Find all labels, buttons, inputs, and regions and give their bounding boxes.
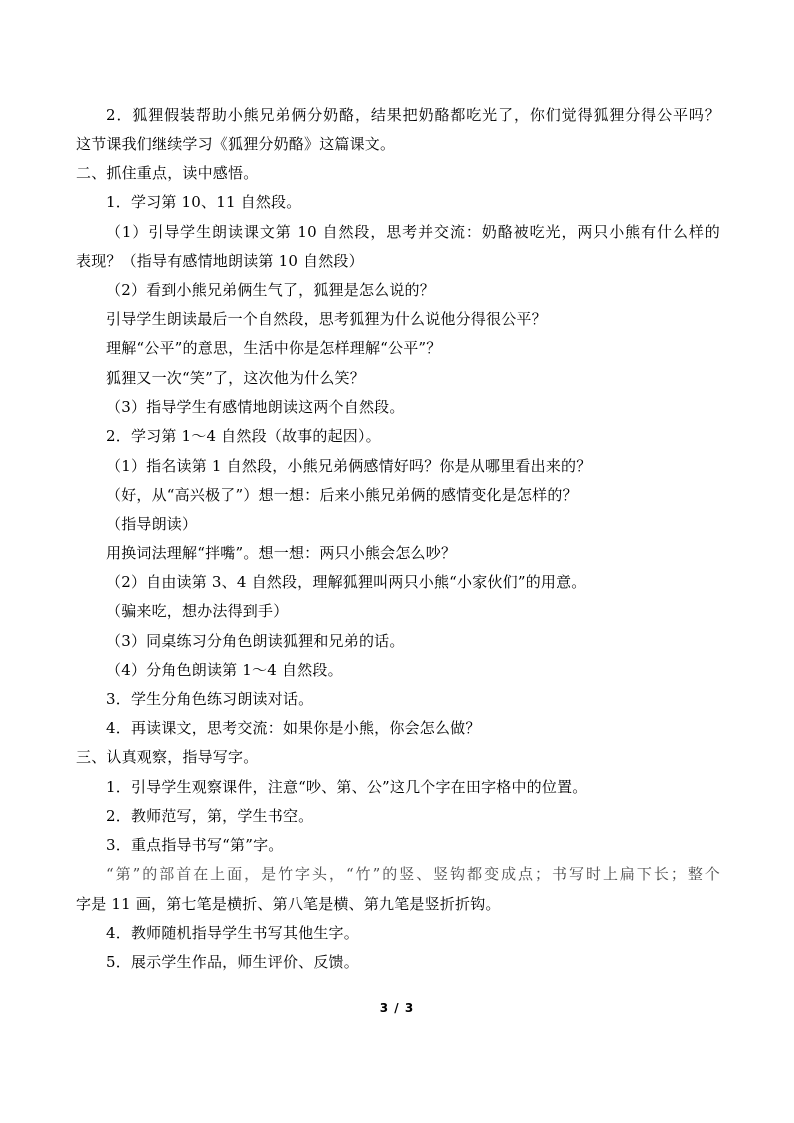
text-line: 2．教师范写，第，学生书空。: [106, 807, 314, 825]
text-line: （3）同桌练习分角色朗读狐狸和兄弟的话。: [106, 632, 405, 650]
text-line: 3．学生分角色练习朗读对话。: [106, 690, 314, 708]
text-line: 1．引导学生观察课件，注意“吵、第、公”这几个字在田字格中的位置。: [106, 778, 588, 796]
text-line: 5．展示学生作品，师生评价、反馈。: [106, 953, 359, 971]
text-line: （4）分角色朗读第 1～4 自然段。: [106, 661, 343, 679]
text-line: （3）指导学生有感情地朗读这两个自然段。: [106, 398, 405, 416]
text-line: 2．学习第 1～4 自然段（故事的起因）。: [106, 427, 381, 445]
text-line: 用换词法理解“拌嘴”。想一想：两只小熊会怎么吵？: [106, 544, 457, 562]
text-line: 狐狸又一次“笑”了，这次他为什么笑？: [106, 369, 365, 387]
section-heading: 二、抓住重点，读中感悟。: [76, 164, 259, 182]
text-line: （指导朗读）: [106, 515, 198, 533]
text-line: 1．学习第 10、11 自然段。: [106, 193, 302, 211]
text-line: 2．狐狸假装帮助小熊兄弟俩分奶酪，结果把奶酪都吃光了，你们觉得狐狸分得公平吗？: [106, 106, 720, 124]
text-line: （2）看到小熊兄弟俩生气了，狐狸是怎么说的？: [106, 281, 435, 299]
text-line: （好，从“高兴极了”）想一想：后来小熊兄弟俩的感情变化是怎样的？: [106, 486, 578, 504]
text-line: 3．重点指导书写“第”字。: [106, 836, 284, 854]
text-line: 4．教师随机指导学生书写其他生字。: [106, 924, 359, 942]
text-line: 引导学生朗读最后一个自然段，思考狐狸为什么说他分得很公平？: [106, 310, 547, 328]
text-line: （1）引导学生朗读课文第 10 自然段，思考并交流：奶酪被吃光，两只小熊有什么样的: [106, 223, 720, 241]
section-heading: 三、认真观察，指导写字。: [76, 748, 259, 766]
text-line: 字是 11 画，第七笔是横折、第八笔是横、第九笔是竖折折钩。: [76, 895, 501, 913]
text-line: （骗来吃，想办法得到手）: [106, 602, 289, 620]
page-number: 3 / 3: [379, 1001, 415, 1015]
text-line: （1）指名读第 1 自然段，小熊兄弟俩感情好吗？你是从哪里看出来的？: [106, 457, 592, 475]
text-line: 这节课我们继续学习《狐狸分奶酪》这篇课文。: [76, 135, 396, 153]
text-line: 4．再读课文，思考交流：如果你是小熊，你会怎么做？: [106, 719, 481, 737]
text-line: “第”的部首在上面，是竹字头，“竹”的竖、竖钩都变成点；书写时上扁下长；整个: [106, 865, 720, 883]
text-line: （2）自由读第 3、4 自然段，理解狐狸叫两只小熊“小家伙们”的用意。: [106, 573, 587, 591]
text-line: 理解“公平”的意思，生活中你是怎样理解“公平”？: [106, 339, 442, 357]
text-line: 表现？（指导有感情地朗读第 10 自然段）: [76, 252, 364, 270]
